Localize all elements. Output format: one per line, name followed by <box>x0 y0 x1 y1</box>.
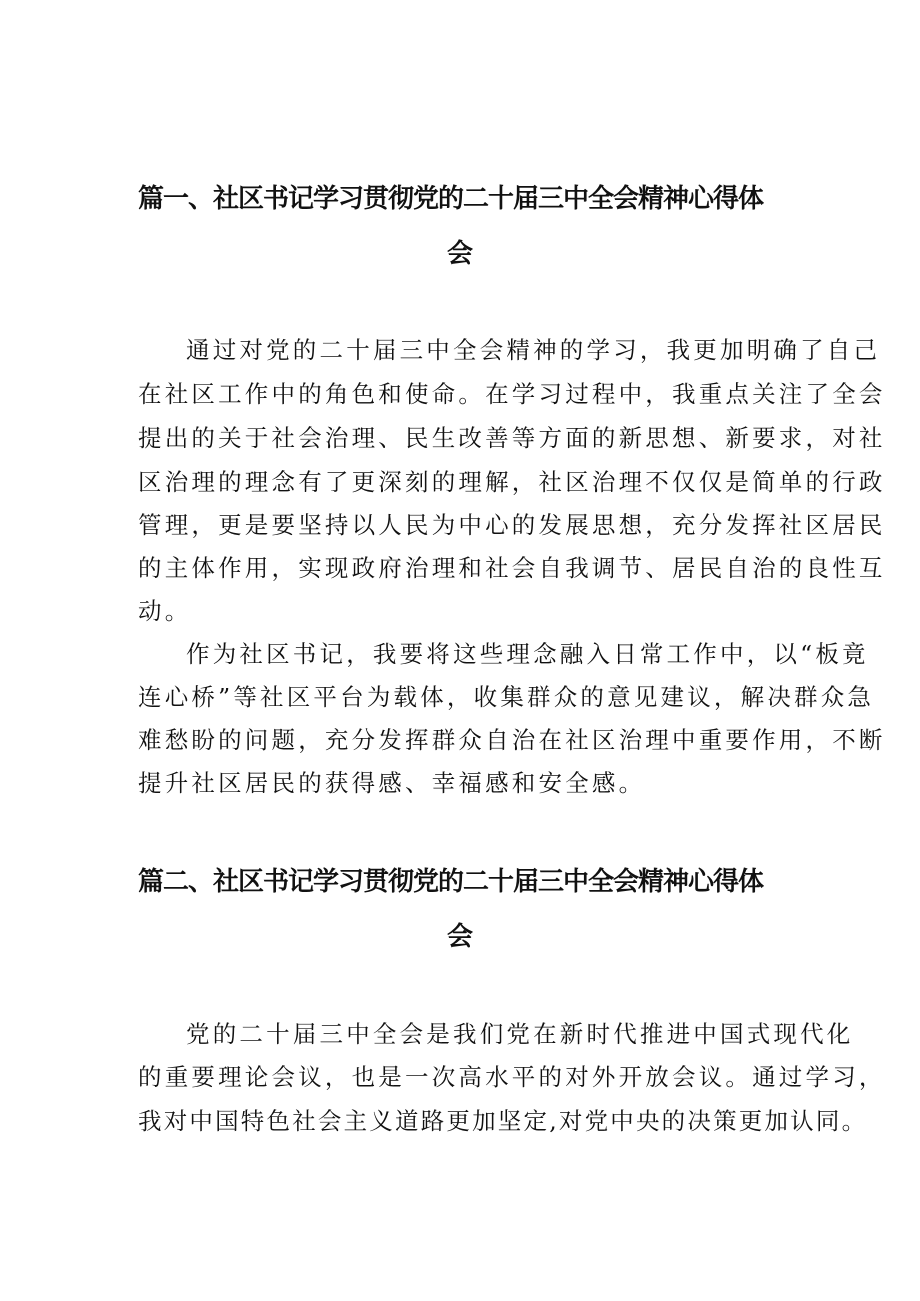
section1-p2-line3: 难愁盼的问题，充分发挥群众自治在社区治理中重要作用，不断 <box>138 726 886 754</box>
section1-title-line1: 篇一、社区书记学习贯彻党的二十届三中全会精神心得体 <box>138 184 764 214</box>
section2-p1-line3: 我对中国特色社会主义道路更加坚定,对党中央的决策更加认同。 <box>138 1107 868 1135</box>
section1-p1-line2: 在社区工作中的角色和使命。在学习过程中，我重点关注了全会 <box>138 380 886 408</box>
section2-title-line1: 篇二、社区书记学习贯彻党的二十届三中全会精神心得体 <box>138 867 764 897</box>
section1-p1-line1: 通过对党的二十届三中全会精神的学习，我更加明确了自己 <box>186 336 881 364</box>
section1-p1-line4: 区治理的理念有了更深刻的理解，社区治理不仅仅是简单的行政 <box>138 468 886 496</box>
section1-p2-line2: 连心桥”等社区平台为载体，收集群众的意见建议，解决群众急 <box>138 683 875 711</box>
section1-p2-line1: 作为社区书记，我要将这些理念融入日常工作中，以“板竟 <box>186 640 869 668</box>
section2-p1-line1: 党的二十届三中全会是我们党在新时代推进中国式现代化 <box>186 1020 854 1048</box>
section2-title-line2: 会 <box>446 922 473 952</box>
section1-p1-line3: 提出的关于社会治理、民生改善等方面的新思想、新要求，对社 <box>138 424 886 452</box>
section1-p1-line7: 动。 <box>138 597 192 625</box>
section1-p1-line6: 的主体作用，实现政府治理和社会自我调节、居民自治的良性互 <box>138 554 886 582</box>
section1-title-line2: 会 <box>446 239 473 269</box>
section1-p2-line4: 提升社区居民的获得感、幸福感和安全感。 <box>138 769 646 797</box>
section2-p1-line2: 的重要理论会议，也是一次高水平的对外开放会议。通过学习， <box>138 1063 886 1091</box>
section1-p1-line5: 管理，更是要坚持以人民为中心的发展思想，充分发挥社区居民 <box>138 511 886 539</box>
